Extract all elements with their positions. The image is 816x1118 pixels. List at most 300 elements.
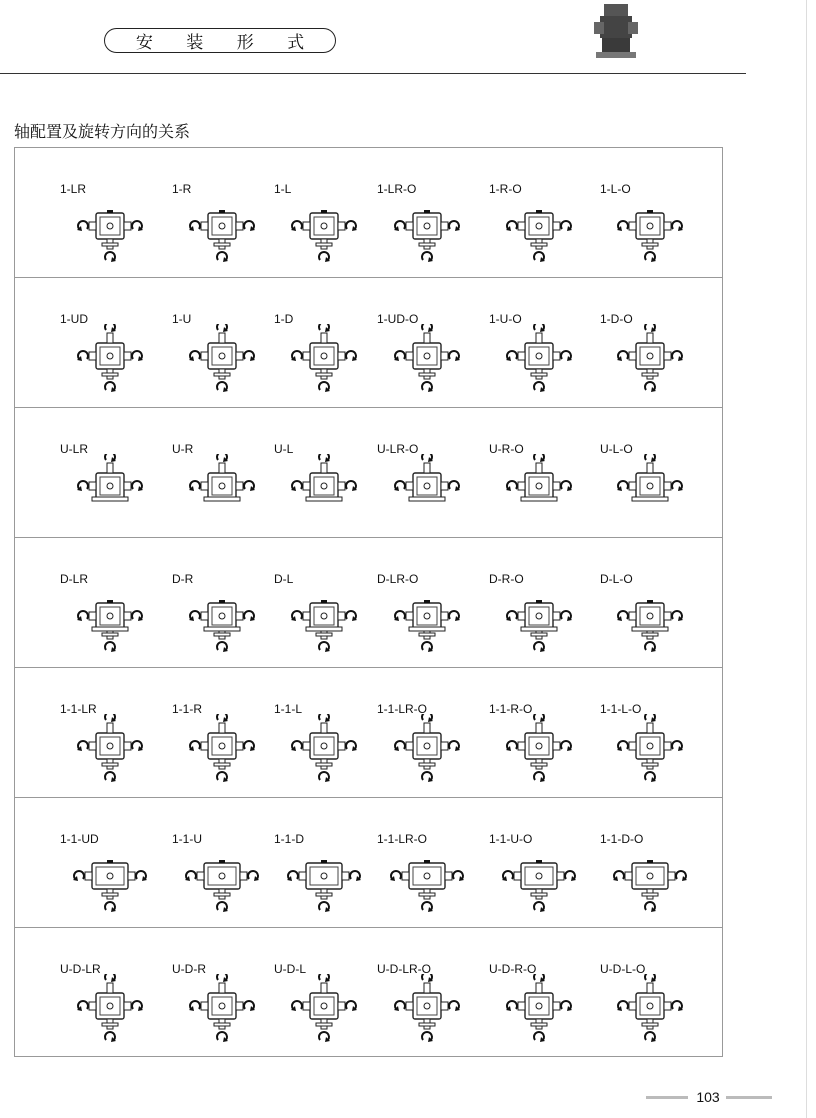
rotation-arrow-icon [105, 1032, 116, 1042]
bottom-flange [214, 243, 230, 246]
input-shaft-center [424, 873, 430, 879]
left-output-shaft [629, 482, 636, 490]
input-shaft-center [647, 613, 653, 619]
input-shaft-center [536, 1003, 542, 1009]
rotation-arrow-icon [449, 611, 460, 621]
left-output-shaft [201, 482, 208, 490]
right-output-shaft [441, 612, 448, 620]
bottom-flange [214, 893, 230, 896]
right-output-shaft [124, 742, 131, 750]
rotation-arrow-icon [534, 772, 545, 782]
configuration-cell [172, 408, 284, 536]
rotation-arrow-icon [534, 252, 545, 262]
left-output-shaft [406, 742, 413, 750]
rotation-arrow-icon [506, 741, 517, 751]
rotation-arrow-icon [561, 221, 572, 231]
rotation-arrow-icon [613, 871, 624, 881]
bottom-flange [419, 763, 435, 766]
bottom-flange [531, 893, 547, 896]
top-key [219, 210, 225, 213]
input-shaft-center [219, 743, 225, 749]
rotation-arrow-icon [291, 611, 302, 621]
rotation-arrow-icon [217, 714, 228, 722]
configuration-label: 1-1-LR-O [377, 832, 428, 846]
gearbox-diagram [385, 974, 469, 1048]
bottom-flange [642, 1023, 658, 1026]
configuration-label: 1-1-LR-O [377, 702, 428, 716]
input-shaft-center [107, 353, 113, 359]
rotation-arrow-icon [346, 221, 357, 231]
rotation-arrow-icon [561, 1001, 572, 1011]
rotation-arrow-icon [449, 481, 460, 491]
gearbox-diagram [385, 714, 469, 788]
rotation-arrow-icon [291, 1001, 302, 1011]
rotation-arrow-icon [291, 481, 302, 491]
rotation-arrow-icon [534, 1032, 545, 1042]
configuration-cell [60, 538, 172, 666]
right-output-shaft [441, 1002, 448, 1010]
rotation-arrow-icon [676, 871, 687, 881]
right-output-shaft [236, 222, 243, 230]
page-header-title: 安 装 形 式 [104, 28, 336, 53]
configuration-label: 1-1-U-O [489, 832, 533, 846]
right-output-shaft [124, 352, 131, 360]
left-output-shaft [518, 742, 525, 750]
mounting-base [306, 627, 342, 631]
rotation-arrow-icon [132, 1001, 143, 1011]
configuration-label: D-LR [60, 572, 89, 586]
configuration-row [15, 408, 722, 538]
rotation-arrow-icon [217, 642, 228, 652]
rotation-arrow-icon [422, 454, 433, 462]
gearbox-diagram [68, 584, 152, 658]
right-output-shaft [664, 612, 671, 620]
rotation-arrow-icon [189, 481, 200, 491]
left-output-shaft [406, 482, 413, 490]
rotation-arrow-icon [217, 382, 228, 392]
rotation-arrow-icon [132, 481, 143, 491]
footer-line-right [726, 1096, 772, 1099]
rotation-arrow-icon [422, 1032, 433, 1042]
bottom-flange [419, 243, 435, 246]
top-key [321, 860, 327, 863]
configuration-label: U-L-O [600, 442, 633, 456]
top-shaft [647, 723, 653, 733]
top-key [219, 860, 225, 863]
rotation-arrow-icon [291, 741, 302, 751]
input-shaft-center [424, 743, 430, 749]
gearbox-diagram [180, 844, 264, 918]
input-shaft-center [219, 353, 225, 359]
rotation-arrow-icon [189, 741, 200, 751]
bottom-flange [316, 243, 332, 246]
left-output-shaft [303, 1002, 310, 1010]
rotation-arrow-icon [319, 642, 330, 652]
gearbox-diagram [180, 974, 264, 1048]
gearbox-diagram [608, 324, 692, 398]
gearbox-diagram [282, 194, 366, 268]
gearbox-diagram [608, 714, 692, 788]
input-shaft-center [647, 1003, 653, 1009]
rotation-arrow-icon [422, 324, 433, 332]
rotation-arrow-icon [248, 871, 259, 881]
configuration-label: 1-U [172, 312, 192, 326]
right-output-shaft [236, 612, 243, 620]
top-shaft [219, 723, 225, 733]
rotation-arrow-icon [422, 382, 433, 392]
left-output-shaft [89, 222, 96, 230]
right-output-shaft [668, 872, 675, 880]
rotation-arrow-icon [346, 481, 357, 491]
input-shaft-center [536, 483, 542, 489]
configuration-cell [60, 668, 172, 796]
top-shaft [321, 463, 327, 473]
mounting-base [92, 497, 128, 501]
top-key [107, 860, 113, 863]
bottom-flange [102, 1023, 118, 1026]
rotation-arrow-icon [422, 642, 433, 652]
rotation-arrow-icon [189, 221, 200, 231]
configuration-row [15, 538, 722, 668]
top-shaft [536, 463, 542, 473]
configuration-label: U-D-LR-O [377, 962, 431, 976]
rotation-arrow-icon [189, 351, 200, 361]
rotation-arrow-icon [244, 221, 255, 231]
rotation-arrow-icon [394, 221, 405, 231]
input-shaft-center [647, 223, 653, 229]
configuration-label: 1-1-L [274, 702, 303, 716]
rotation-arrow-icon [394, 351, 405, 361]
input-shaft-center [424, 1003, 430, 1009]
bottom-flange [316, 633, 332, 636]
rotation-arrow-icon [672, 1001, 683, 1011]
top-shaft [219, 463, 225, 473]
bottom-flange [419, 633, 435, 636]
top-key [647, 860, 653, 863]
bottom-flange [102, 633, 118, 636]
top-key [647, 210, 653, 213]
configuration-cell [60, 798, 172, 926]
bottom-flange [642, 373, 658, 376]
rotation-arrow-icon [319, 382, 330, 392]
input-shaft-center [107, 613, 113, 619]
left-output-shaft [89, 612, 96, 620]
right-output-shaft [338, 742, 345, 750]
gearbox-diagram [608, 194, 692, 268]
rotation-arrow-icon [672, 481, 683, 491]
right-output-shaft [553, 612, 560, 620]
configuration-label: D-R [172, 572, 194, 586]
configuration-label: 1-1-LR [60, 702, 97, 716]
configuration-cell [600, 148, 712, 276]
right-output-shaft [664, 352, 671, 360]
gearbox-diagram [608, 454, 692, 528]
gearbox-diagram [385, 324, 469, 398]
mounting-base [409, 627, 445, 631]
left-output-shaft [406, 222, 413, 230]
rotation-arrow-icon [617, 221, 628, 231]
configuration-cell [377, 538, 489, 666]
rotation-arrow-icon [672, 351, 683, 361]
top-shaft [536, 723, 542, 733]
top-shaft [647, 983, 653, 993]
gearbox-diagram [385, 844, 469, 918]
left-output-shaft [201, 612, 208, 620]
right-output-shaft [240, 872, 247, 880]
rotation-arrow-icon [390, 871, 401, 881]
top-shaft [321, 723, 327, 733]
rotation-arrow-icon [672, 741, 683, 751]
left-output-shaft [514, 872, 521, 880]
configuration-cell [489, 798, 601, 926]
gearbox-diagram [180, 714, 264, 788]
rotation-arrow-icon [561, 611, 572, 621]
rotation-arrow-icon [319, 714, 330, 722]
left-output-shaft [303, 222, 310, 230]
rotation-arrow-icon [217, 324, 228, 332]
configuration-cell [489, 408, 601, 536]
bottom-flange [214, 633, 230, 636]
gearbox-diagram [608, 974, 692, 1048]
rotation-arrow-icon [617, 351, 628, 361]
configuration-label: U-D-R [172, 962, 206, 976]
top-shaft [107, 463, 113, 473]
configuration-label: D-R-O [489, 572, 524, 586]
configuration-label: 1-1-UD [60, 832, 99, 846]
rotation-arrow-icon [534, 454, 545, 462]
left-output-shaft [89, 482, 96, 490]
configuration-cell [489, 278, 601, 406]
rotation-arrow-icon [132, 221, 143, 231]
bottom-flange [316, 893, 332, 896]
rotation-arrow-icon [244, 351, 255, 361]
rotation-arrow-icon [77, 351, 88, 361]
rotation-arrow-icon [73, 871, 84, 881]
top-key [536, 860, 542, 863]
configuration-cell [274, 928, 386, 1056]
rotation-arrow-icon [291, 351, 302, 361]
bottom-flange [102, 373, 118, 376]
input-shaft-center [321, 743, 327, 749]
rotation-arrow-icon [287, 871, 298, 881]
page-number: 103 [696, 1089, 720, 1105]
rotation-arrow-icon [506, 351, 517, 361]
rotation-arrow-icon [422, 252, 433, 262]
rotation-arrow-icon [132, 611, 143, 621]
rotation-arrow-icon [244, 1001, 255, 1011]
configuration-cell [377, 668, 489, 796]
bottom-flange [214, 763, 230, 766]
rotation-arrow-icon [394, 1001, 405, 1011]
configuration-cell [60, 408, 172, 536]
rotation-arrow-icon [449, 221, 460, 231]
bottom-flange [316, 763, 332, 766]
rotation-arrow-icon [645, 642, 656, 652]
right-output-shaft [553, 742, 560, 750]
input-shaft-center [321, 483, 327, 489]
rotation-arrow-icon [506, 1001, 517, 1011]
configuration-cell [489, 668, 601, 796]
input-shaft-center [424, 353, 430, 359]
bottom-flange [214, 373, 230, 376]
configuration-label: U-D-L-O [600, 962, 646, 976]
top-key [424, 210, 430, 213]
rotation-arrow-icon [217, 252, 228, 262]
rotation-arrow-icon [185, 871, 196, 881]
configuration-cell [274, 668, 386, 796]
bottom-flange [316, 1023, 332, 1026]
right-output-shaft [441, 742, 448, 750]
input-shaft-center [321, 353, 327, 359]
configuration-label: 1-R-O [489, 182, 522, 196]
configuration-cell [600, 668, 712, 796]
rotation-arrow-icon [319, 454, 330, 462]
left-output-shaft [518, 482, 525, 490]
configuration-cell [274, 278, 386, 406]
left-output-shaft [402, 872, 409, 880]
rotation-arrow-icon [534, 324, 545, 332]
rotation-arrow-icon [105, 902, 116, 912]
left-output-shaft [201, 742, 208, 750]
top-shaft [107, 723, 113, 733]
configuration-cell [274, 538, 386, 666]
rotation-arrow-icon [534, 714, 545, 722]
gearbox-diagram [385, 454, 469, 528]
gearbox-diagram [608, 844, 692, 918]
top-shaft [321, 983, 327, 993]
configuration-label: U-D-R-O [489, 962, 537, 976]
input-shaft-center [647, 353, 653, 359]
configuration-cell [377, 408, 489, 536]
right-output-shaft [553, 352, 560, 360]
gearbox-diagram [68, 194, 152, 268]
rotation-arrow-icon [645, 324, 656, 332]
configuration-cell [377, 278, 489, 406]
left-output-shaft [201, 352, 208, 360]
bottom-flange [642, 893, 658, 896]
top-shaft [219, 333, 225, 343]
gearbox-diagram [180, 194, 264, 268]
right-output-shaft [342, 872, 349, 880]
configuration-row [15, 928, 722, 1056]
rotation-arrow-icon [453, 871, 464, 881]
right-output-shaft [236, 1002, 243, 1010]
mounting-base [92, 627, 128, 631]
right-output-shaft [553, 1002, 560, 1010]
rotation-arrow-icon [105, 382, 116, 392]
rotation-arrow-icon [77, 221, 88, 231]
rotation-arrow-icon [672, 611, 683, 621]
rotation-arrow-icon [672, 221, 683, 231]
mounting-base [409, 497, 445, 501]
rotation-arrow-icon [534, 382, 545, 392]
input-shaft-center [321, 613, 327, 619]
left-output-shaft [303, 482, 310, 490]
gearbox-diagram [497, 194, 581, 268]
configuration-label: 1-D-O [600, 312, 633, 326]
configuration-cell [600, 278, 712, 406]
gearbox-diagram [282, 714, 366, 788]
configuration-label: U-LR [60, 442, 89, 456]
top-key [321, 600, 327, 603]
rotation-arrow-icon [506, 221, 517, 231]
rotation-arrow-icon [217, 772, 228, 782]
rotation-arrow-icon [105, 772, 116, 782]
rotation-arrow-icon [394, 741, 405, 751]
rotation-arrow-icon [217, 1032, 228, 1042]
input-shaft-center [219, 223, 225, 229]
rotation-arrow-icon [506, 611, 517, 621]
rotation-arrow-icon [645, 974, 656, 982]
top-key [219, 600, 225, 603]
configuration-cell [489, 928, 601, 1056]
left-output-shaft [85, 872, 92, 880]
configuration-cell [172, 538, 284, 666]
top-shaft [424, 723, 430, 733]
rotation-arrow-icon [422, 902, 433, 912]
rotation-arrow-icon [645, 772, 656, 782]
configuration-cell [172, 798, 284, 926]
gearbox-diagram [180, 324, 264, 398]
bottom-flange [642, 633, 658, 636]
configuration-row [15, 278, 722, 408]
gearbox-diagram [68, 714, 152, 788]
bottom-flange [316, 373, 332, 376]
configuration-cell [489, 538, 601, 666]
configuration-label: D-L-O [600, 572, 633, 586]
right-output-shaft [236, 352, 243, 360]
right-output-shaft [338, 352, 345, 360]
gearbox-diagram [68, 324, 152, 398]
right-output-shaft [236, 482, 243, 490]
top-shaft [219, 983, 225, 993]
configuration-cell [489, 148, 601, 276]
rotation-arrow-icon [617, 481, 628, 491]
rotation-arrow-icon [132, 741, 143, 751]
left-output-shaft [303, 742, 310, 750]
configuration-cell [600, 408, 712, 536]
input-shaft-center [219, 613, 225, 619]
left-output-shaft [303, 612, 310, 620]
gearbox-diagram [282, 844, 366, 918]
rotation-arrow-icon [244, 481, 255, 491]
configuration-label: 1-UD-O [377, 312, 419, 326]
configuration-label: U-R-O [489, 442, 524, 456]
left-output-shaft [518, 612, 525, 620]
rotation-arrow-icon [422, 714, 433, 722]
configuration-cell [377, 928, 489, 1056]
top-key [647, 600, 653, 603]
rotation-arrow-icon [394, 481, 405, 491]
configuration-cell [172, 668, 284, 796]
input-shaft-center [107, 483, 113, 489]
input-shaft-center [321, 1003, 327, 1009]
bottom-flange [102, 243, 118, 246]
configuration-cell [600, 798, 712, 926]
rotation-arrow-icon [561, 741, 572, 751]
right-output-shaft [124, 482, 131, 490]
gearbox-diagram [282, 324, 366, 398]
input-shaft-center [536, 613, 542, 619]
input-shaft-center [424, 223, 430, 229]
configuration-cell [600, 538, 712, 666]
bottom-flange [531, 373, 547, 376]
mounting-base [632, 627, 668, 631]
rotation-arrow-icon [105, 454, 116, 462]
top-shaft [321, 333, 327, 343]
configuration-row [15, 798, 722, 928]
top-key [321, 210, 327, 213]
